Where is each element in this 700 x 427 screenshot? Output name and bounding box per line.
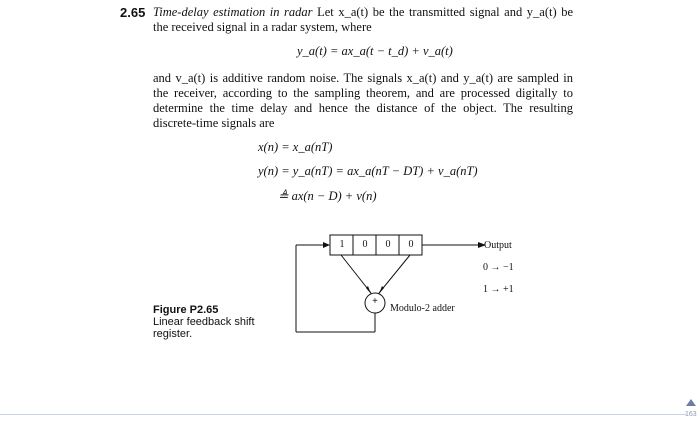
problem-title: Time-delay estimation in radar [153, 5, 313, 19]
figure-caption-line-2: register. [153, 328, 193, 340]
mapping-one: 1 → +1 [483, 284, 514, 295]
equation-received-signal: y_a(t) = ax_a(t − t_d) + v_a(t) [297, 44, 453, 58]
register-cell-1: 1 [339, 239, 345, 250]
problem-number: 2.65 [120, 5, 146, 20]
page-divider [0, 414, 686, 415]
register-cell-3: 0 [385, 239, 391, 250]
figure-caption-line-1: Linear feedback shift [153, 316, 255, 328]
figure-caption [153, 304, 255, 340]
scroll-up-icon[interactable] [686, 399, 696, 406]
page-number: 163 [685, 411, 697, 418]
register-cell-4: 0 [408, 239, 414, 250]
adder-symbol: + [372, 296, 378, 307]
equation-x-n: x(n) = x_a(nT) [258, 140, 333, 154]
equation-y-n: y(n) = y_a(nT) = ax_a(nT − DT) + v_a(nT) [258, 164, 478, 178]
problem-intro-text: Let x_a(t) be the transmitted signal and y_a(t) be the received signal in a radar system, where [153, 5, 574, 34]
feedback-arrowhead [323, 242, 330, 248]
mapping-zero: 0 → −1 [483, 262, 514, 273]
output-label: Output [484, 240, 512, 251]
problem-paragraph-2: and v_a(t) is additive random noise. The signals x_a(t) and y_a(t) are sampled in the receiver, according to the sampling theorem, and are processed digitally to determine the time delay and hence the distance of the object. The resulting discrete-time signals are [153, 71, 573, 130]
adder-label: Modulo-2 adder [390, 303, 455, 314]
register-cell-2: 0 [362, 239, 368, 250]
equation-definition: ≜ ax(n − D) + v(n) [278, 189, 377, 203]
figure-label: Figure P2.65 [153, 304, 219, 316]
